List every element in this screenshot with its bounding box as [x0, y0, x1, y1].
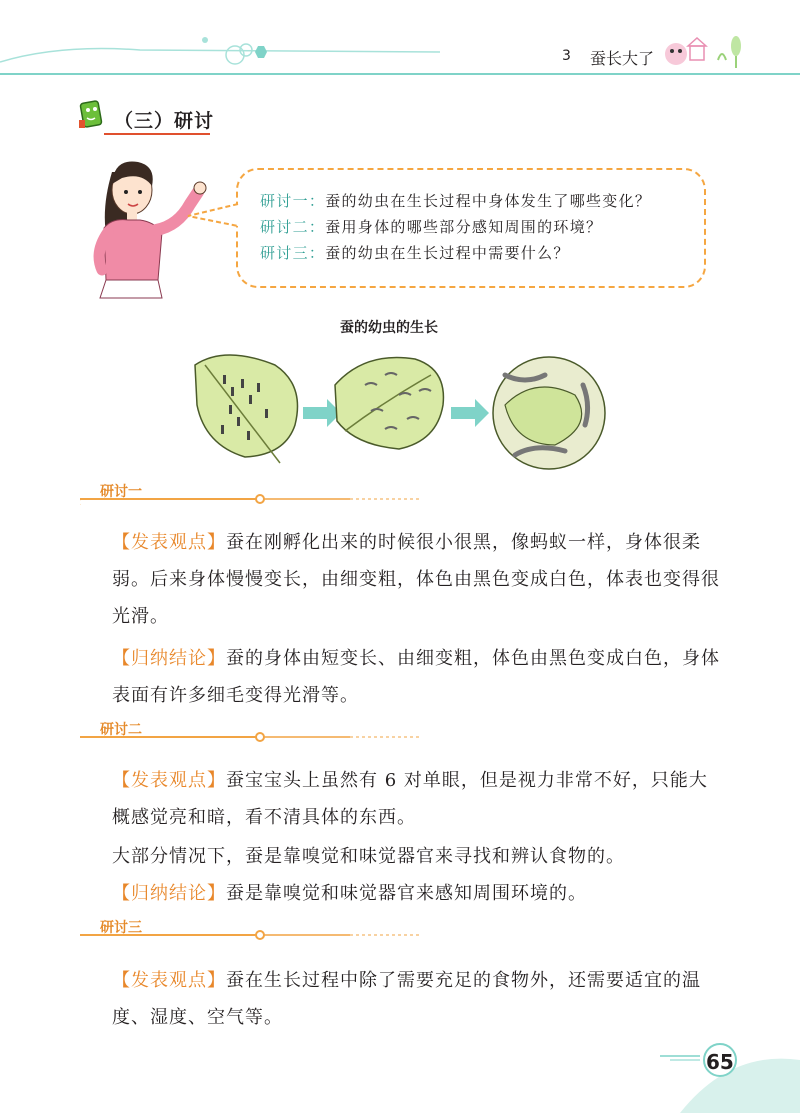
viewpoint-tag: 【发表观点】 [112, 532, 226, 553]
discussion-divider [80, 492, 420, 506]
question-text: 蚕的幼虫在生长过程中身体发生了哪些变化？ [325, 192, 652, 210]
question-label: 研讨二： [260, 218, 326, 236]
conclusion-tag: 【归纳结论】 [112, 883, 226, 904]
silkworm-growth-figure [185, 345, 625, 475]
section-title-underline [104, 133, 210, 135]
paragraph [112, 640, 724, 714]
header-decoration [0, 0, 800, 80]
leaf-stage-1 [195, 355, 298, 463]
paragraph-text: 大部分情况下，蚕是靠嗅觉和味觉器官来寻找和辨认食物的。 [112, 846, 625, 867]
figure-caption: 蚕的幼虫的生长 [340, 320, 438, 336]
section-title: （三）研讨 [114, 110, 215, 132]
discussion-question-2 [260, 216, 602, 237]
paragraph [112, 838, 724, 875]
discussion-divider [80, 928, 420, 942]
question-label: 研讨一： [260, 192, 326, 210]
viewpoint-tag: 【发表观点】 [112, 770, 226, 791]
footer-decoration [600, 1030, 800, 1113]
paragraph-text: 蚕是靠嗅觉和味觉器官来感知周围环境的。 [226, 883, 587, 904]
discussion-divider [80, 730, 420, 744]
viewpoint-tag: 【发表观点】 [112, 970, 226, 991]
chapter-number: 3 [562, 48, 571, 64]
question-text: 蚕的幼虫在生长过程中需要什么？ [325, 244, 570, 262]
question-label: 研讨三： [260, 244, 326, 262]
header-rule [0, 73, 800, 75]
book-mascot-icon [76, 98, 106, 132]
paragraph [112, 875, 724, 912]
question-text: 蚕用身体的哪些部分感知周围的环境？ [325, 218, 603, 236]
speech-bubble-tail [186, 200, 240, 230]
paragraph [112, 524, 724, 635]
discussion-label-2: 研讨二 [100, 722, 142, 738]
leaf-stage-2 [335, 357, 443, 449]
chapter-title: 蚕长大了 [590, 49, 655, 68]
discussion-question-1 [260, 190, 651, 211]
paragraph-text: 蚕宝宝头上虽然有 6 对单眼，但是视力非常不好，只能大概感觉亮和暗，看不清具体的东西。 [112, 770, 708, 828]
page-number: 65 [706, 1050, 734, 1074]
paragraph-text: 蚕在生长过程中除了需要充足的食物外，还需要适宜的温度、湿度、空气等。 [112, 970, 701, 1028]
arrow-icon [451, 399, 489, 427]
paragraph-text: 蚕在刚孵化出来的时候很小很黑，像蚂蚁一样，身体很柔弱。后来身体慢慢变长，由细变粗，体色由黑色变成白色，体表也变得很光滑。 [112, 532, 720, 627]
paragraph [112, 762, 724, 836]
discussion-question-3 [260, 242, 570, 263]
discussion-label-3: 研讨三 [100, 920, 142, 936]
conclusion-tag: 【归纳结论】 [112, 648, 226, 669]
paragraph-text: 蚕的身体由短变长、由细变粗，体色由黑色变成白色，身体表面有许多细毛变得光滑等。 [112, 648, 720, 706]
leaf-stage-3 [493, 357, 605, 469]
discussion-label-1: 研讨一 [100, 484, 142, 500]
paragraph [112, 962, 724, 1036]
